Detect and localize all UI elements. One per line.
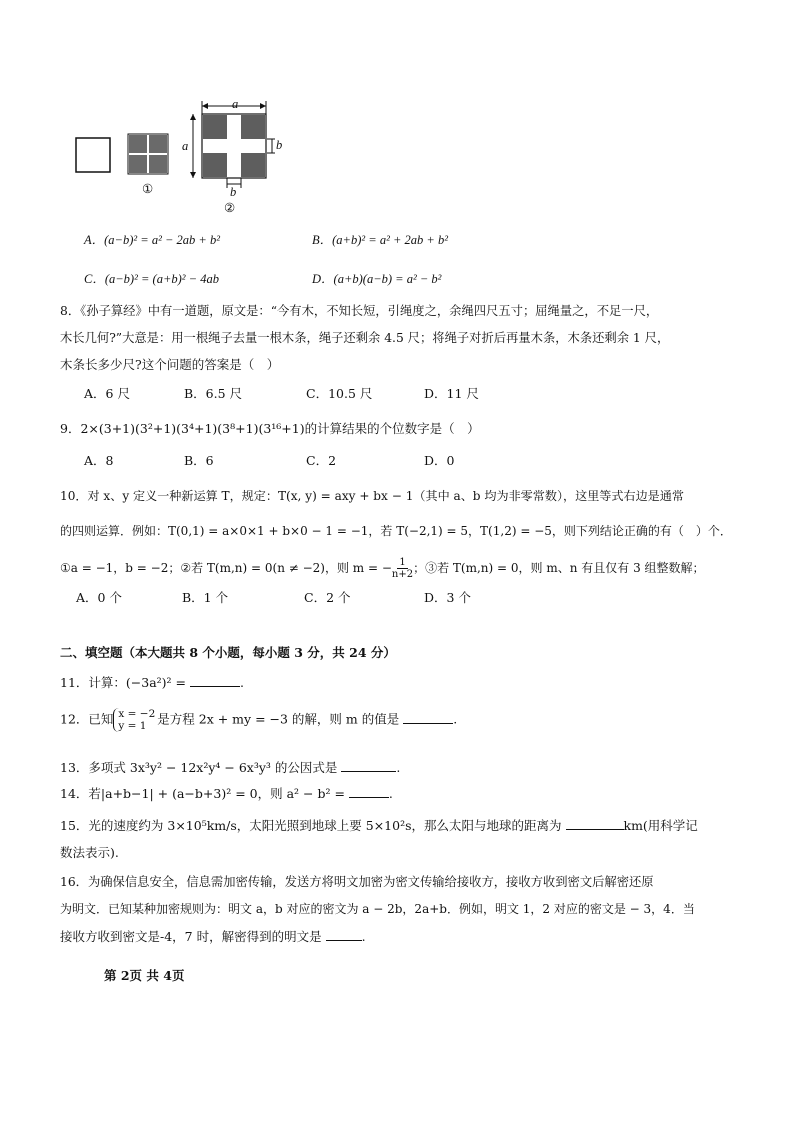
q12-end: . [453, 711, 458, 727]
section-2-title: 二、填空题（本大题共 8 个小题，每小题 3 分，共 24 分） [60, 645, 396, 660]
q7-option-a: A．(a−b)² = a² − 2ab + b² [84, 233, 220, 247]
q15-line-2: 数法表示). [60, 845, 119, 860]
q10-option-b: B．1 个 [182, 590, 229, 605]
q14-stem: 14．若|a+b−1| + (a−b+3)² = 0，则 a² − b² = [60, 786, 345, 801]
q9-option-c: C．2 [306, 453, 337, 468]
q11-end: . [240, 675, 244, 690]
q16-line-3-text: 接收方收到密文是-4，7 时，解密得到的明文是 [60, 929, 322, 944]
square-figure [60, 96, 300, 221]
q11-stem: 11．计算：(−3a²)² = [60, 675, 187, 690]
q10-fraction [392, 557, 413, 580]
q12-system-eq2: y = 1 [118, 720, 147, 732]
q12-system-eq1: x = −2 [118, 708, 156, 720]
q13 [60, 759, 400, 776]
fig-caption-1: ① [142, 181, 154, 196]
q11-answer-blank[interactable] [190, 674, 240, 687]
q14-end: . [388, 786, 393, 801]
q10-line-3 [60, 557, 705, 580]
q10-line-3-a: ①a = −1，b = −2；②若 T(m,n) = 0(n ≠ −2)，则 m = − [60, 561, 392, 575]
figure-1-grid [128, 134, 168, 174]
q11 [60, 674, 244, 691]
q12 [60, 708, 457, 732]
q13-stem: 13．多项式 3x³y² − 12x²y⁴ − 6x³y³ 的公因式是 [60, 760, 338, 775]
q7-option-b: B．(a+b)² = a² + 2ab + b² [312, 233, 448, 247]
fig-label-b-right: b [276, 138, 283, 152]
q14 [60, 785, 393, 802]
q7-option-c: C．(a−b)² = (a+b)² − 4ab [84, 272, 219, 286]
page-footer: 第 2页 共 4页 [104, 968, 185, 983]
q10-line-2: 的四则运算．例如：T(0,1) = a×0×1 + b×0 − 1 = −1，若 T(−2,1) = 5，T(1,2) = −5，则下列结论正确的有（ ）个． [60, 524, 732, 538]
q15-line-1-end: km(用科学记 [623, 818, 698, 833]
q8-option-c: C．10.5 尺 [306, 386, 373, 401]
q9-option-b: B．6 [184, 453, 214, 468]
q16-end: . [361, 929, 366, 944]
q16-line-3 [60, 928, 366, 945]
q8-line-1: 8．《孙子算经》中有一道题，原文是：“今有木，不知长短，引绳度之，余绳四尺五寸；屈绳量之，不足一尺， [60, 304, 659, 318]
q10-frac-num: 1 [399, 557, 406, 568]
q9-option-a: A．8 [84, 453, 114, 468]
q16-answer-blank[interactable] [326, 928, 362, 941]
q8-option-d: D．11 尺 [424, 386, 479, 401]
q8-line-3: 木条长多少尺?这个问题的答案是（ ） [60, 357, 280, 372]
q10-option-c: C．2 个 [304, 590, 351, 605]
q8-option-b: B．6.5 尺 [184, 386, 243, 401]
q12-stem: 是方程 2x + my = −3 的解，则 m 的值是 [157, 711, 400, 727]
fig-label-a-side: a [182, 139, 189, 153]
q13-end: . [396, 760, 401, 775]
q9-stem: 9．2×(3+1)(3²+1)(3⁴+1)(3⁸+1)(3¹⁶+1)的计算结果的个位数字是（ ） [60, 421, 480, 436]
q16-line-2: 为明文．已知某种加密规则为：明文 a，b 对应的密文为 a − 2b，2a+b．例如，明文 1，2 对应的密文是 − 3，4．当 [60, 902, 695, 916]
q12-prefix: 12．已知 [60, 711, 114, 727]
q12-answer-blank[interactable] [403, 711, 453, 724]
q10-line-3-b: ；③若 T(m,n) = 0，则 m、n 有且仅有 3 组整数解； [413, 561, 705, 575]
q10-frac-den: n+2 [391, 569, 414, 580]
q10-line-1: 10．对 x、y 定义一种新运算 T，规定：T(x, y) = axy + bx − 1（其中 a、b 均为非零常数），这里等式右边是通常 [60, 489, 684, 503]
q10-option-a: A．0 个 [76, 590, 122, 605]
q8-option-a: A．6 尺 [84, 386, 130, 401]
q12-system [113, 708, 155, 732]
q8-line-2: 木长几何?”大意是：用一根绳子去量一根木条，绳子还剩余 4.5 尺；将绳子对折后再量木条，木条还剩余 1 尺， [60, 331, 670, 345]
q9-option-d: D．0 [424, 453, 455, 468]
q10-option-d: D．3 个 [424, 590, 471, 605]
fig-caption-2: ② [224, 200, 236, 215]
q13-answer-blank[interactable] [341, 759, 396, 772]
figure-2-cross [190, 101, 275, 188]
q7-option-d: D．(a+b)(a−b) = a² − b² [312, 272, 442, 286]
q15-line-1 [60, 817, 698, 834]
q14-answer-blank[interactable] [349, 785, 389, 798]
q16-line-1: 16．为确保信息安全，信息需加密传输，发送方将明文加密为密文传输给接收方，接收方收到密文后解密还原 [60, 875, 654, 889]
q15-answer-blank[interactable] [566, 817, 624, 830]
fig-label-b-bottom: b [230, 185, 237, 199]
q15-line-1-text: 15．光的速度约为 3×10⁵km/s，太阳光照到地球上要 5×10²s，那么太阳与地球的距离为 [60, 818, 562, 833]
plain-square [76, 138, 110, 172]
fig-label-a-top: a [232, 97, 239, 111]
